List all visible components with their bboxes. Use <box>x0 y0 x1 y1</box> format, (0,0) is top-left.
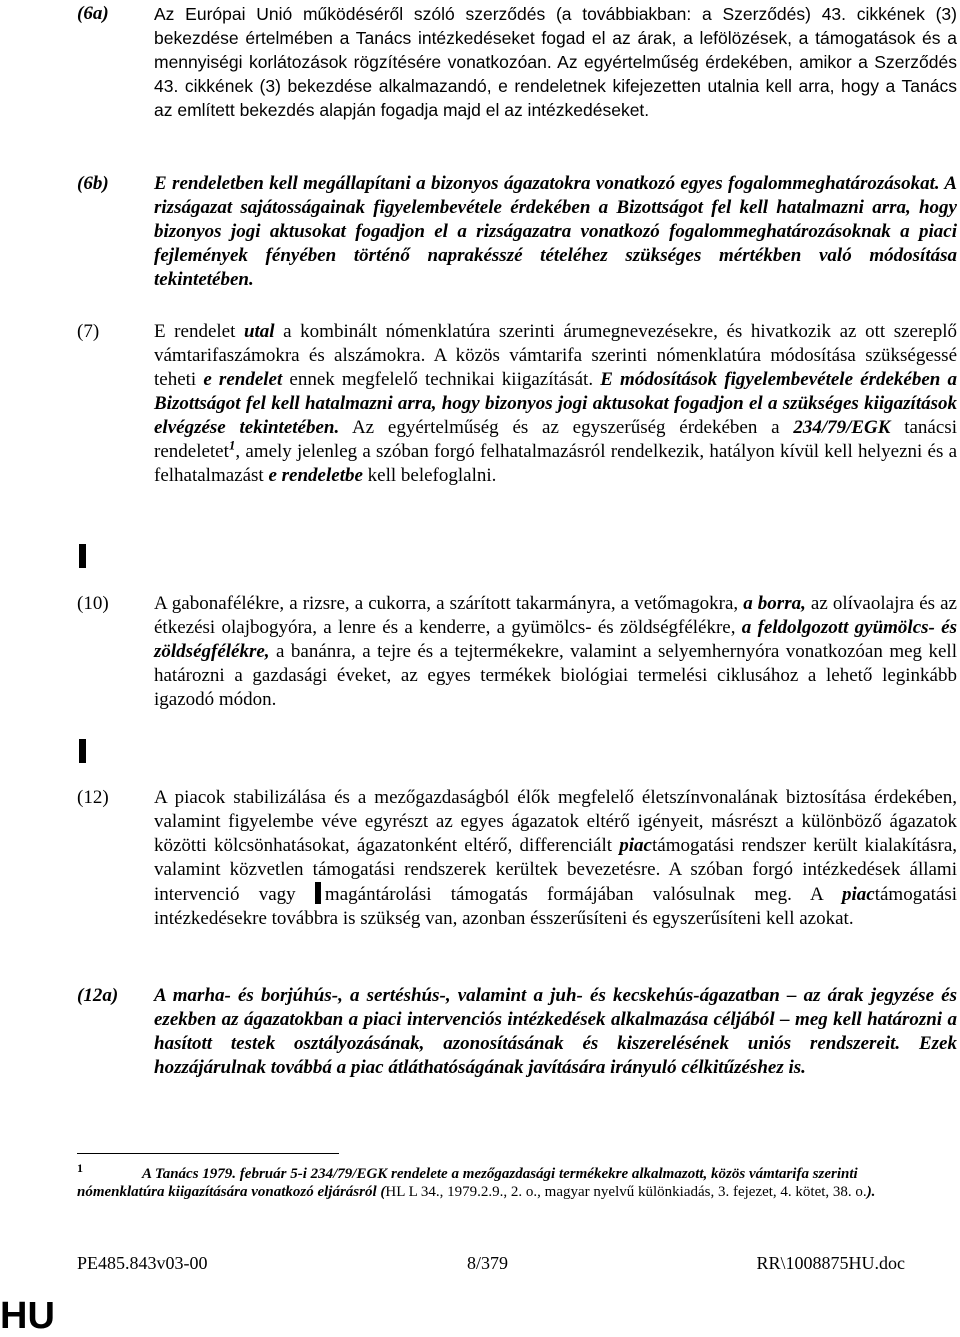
recital-6a <box>77 2 957 122</box>
recital-text: A marha- és borjúhús-, a sertéshús-, valamint a juh- és kecskehús-ágazatban – az árak jegyzése és ezekben az ágazatokban a piaci intervenciós intézkedések alkalmazása céljából – meg kell határozni a hasított testek osztályozásának, azonosításának és kiszerelésének uniós rendszereit. Ezek hozzájárulnak továbbá a piac átláthatóságának javítására irányuló célkitűzéshez is. <box>154 985 957 1078</box>
recital-number: (12) <box>77 787 109 808</box>
change-bar <box>315 882 321 904</box>
recital-text: A piacok stabilizálása és a mezőgazdaságból élők megfelelő életszínvonalának biztosítása érdekében, valamint figyelembe véve egyrészt az egyes ágazatok eltérő igényeit, másrészt a különböző ágazatok közötti kölcsönhatásokat, ágazatonként eltérő, differenciált piactámogatási rendszer került kialakításra, valamint közvetlen támogatási rendszerek kerültek bevezetésre. A szóban forgó intézkedések állami intervenció vagy magántárolási támogatás formájában valósulnak meg. A piactámogatási intézkedésekre továbbra is szükség van, azonban ésszerűsíteni és egyszerűsíteni kell azokat. <box>154 787 958 929</box>
recital-12a <box>77 984 957 1080</box>
recital-text: E rendelet utal a kombinált nómenklatúra szerinti árumegnevezésekre, és hivatkozik az ott szereplő vámtarifaszámokra és alszámokra. A közös vámtarifa szerinti nómenklatúra módosítása szükségessé teheti e rendelet ennek megfelelő technikai kiigazítását. E módosítások figyelembevétele érdekében a Bizottságot fel kell hatalmazni arra, hogy bizonyos jogi aktusokat fogadjon el a szükséges kiigazítások elvégzése tekintetében. Az egyértelműség és az egyszerűség érdekében a 234/79/EGK tanácsi rendeletet$^1$, amely jelenleg a szóban forgó felhatalmazásról rendelkezik, hatályon kívül kell helyezni és a felhatalmazást e rendeletbe kell belefoglalni. <box>154 321 957 486</box>
footnote-mark: 1 <box>77 1161 83 1175</box>
recital-text: A gabonafélékre, a rizsre, a cukorra, a szárított takarmányra, a vetőmagokra, a borra, az olívaolajra és az étkezési olajbogyóra, a lenre és a kenderre, a gyümölcs- és zöldségfélékre, a feldolgozott gyümölcs- és zöldségfélékre, a banánra, a tejre és a tejtermékekre, valamint a selyemhernyóra vonatkozóan meg kell határozni a gazdasági éveket, az egyes termékek biológiai termelési ciklusához a lehető leginkább igazodó módon. <box>154 593 957 710</box>
footnote <box>77 1161 937 1201</box>
footer-doc-ref: PE485.843v03-00 <box>77 1253 208 1273</box>
footnote-separator <box>77 1153 339 1154</box>
language-code: HU <box>0 1295 55 1337</box>
change-bar <box>79 544 86 568</box>
recital-6b <box>77 172 957 292</box>
footnote-text: A Tanács 1979. február 5-i 234/79/EGK rendelete a mezőgazdasági termékekre alkalmazott, közös vámtarifa szerinti nómenklatúra kiigazítására vonatkozó eljárásról (HL L 34., 1979.2.9., 2. o., magyar nyelvű különkiadás, 3. fejezet, 4. kötet, 38. o.). <box>77 1166 876 1200</box>
recital-number: (7) <box>77 321 100 342</box>
recital-number: (12a) <box>77 985 119 1006</box>
recital-number: (10) <box>77 593 109 614</box>
footer-file-name: RR\1008875HU.doc <box>756 1253 905 1273</box>
footnote-ref: 1 <box>228 437 236 453</box>
change-bar <box>79 739 86 763</box>
recital-number: (6b) <box>77 173 109 194</box>
recital-7 <box>77 320 957 488</box>
recital-12 <box>77 786 957 931</box>
recital-10 <box>77 592 957 712</box>
recital-text: Az Európai Unió működéséről szóló szerződés (a továbbiakban: a Szerződés) 43. cikkének (3) bekezdése értelmében a Tanács intézkedéseket fogad el az árak, a lefölözések, a támogatások és a mennyiségi korlátozások rögzítésére vonatkozóan. Az egyértelműség érdekében, amikor a Szerződés 43. cikkének (3) bekezdése alkalmazandó, e rendeletnek kifejezetten utalnia kell arra, hogy a Tanács az említett bekezdés alapján fogadja majd el az intézkedéseket. <box>154 4 957 120</box>
recital-text: E rendeletben kell megállapítani a bizonyos ágazatokra vonatkozó egyes fogalommeghatározásokat. A rizságazat sajátosságainak figyelembevétele érdekében a Bizottságot fel kell hatalmazni arra, hogy bizonyos jogi aktusokat fogadjon el a rizságazatra vonatkozó fogalommeghatározásoknak a piaci fejlemények fényében történő naprakésszé tételéhez szükséges mértékben való módosítása tekintetében. <box>154 173 957 290</box>
footer-page-number: 8/379 <box>467 1253 509 1273</box>
recital-number: (6a) <box>77 3 109 24</box>
